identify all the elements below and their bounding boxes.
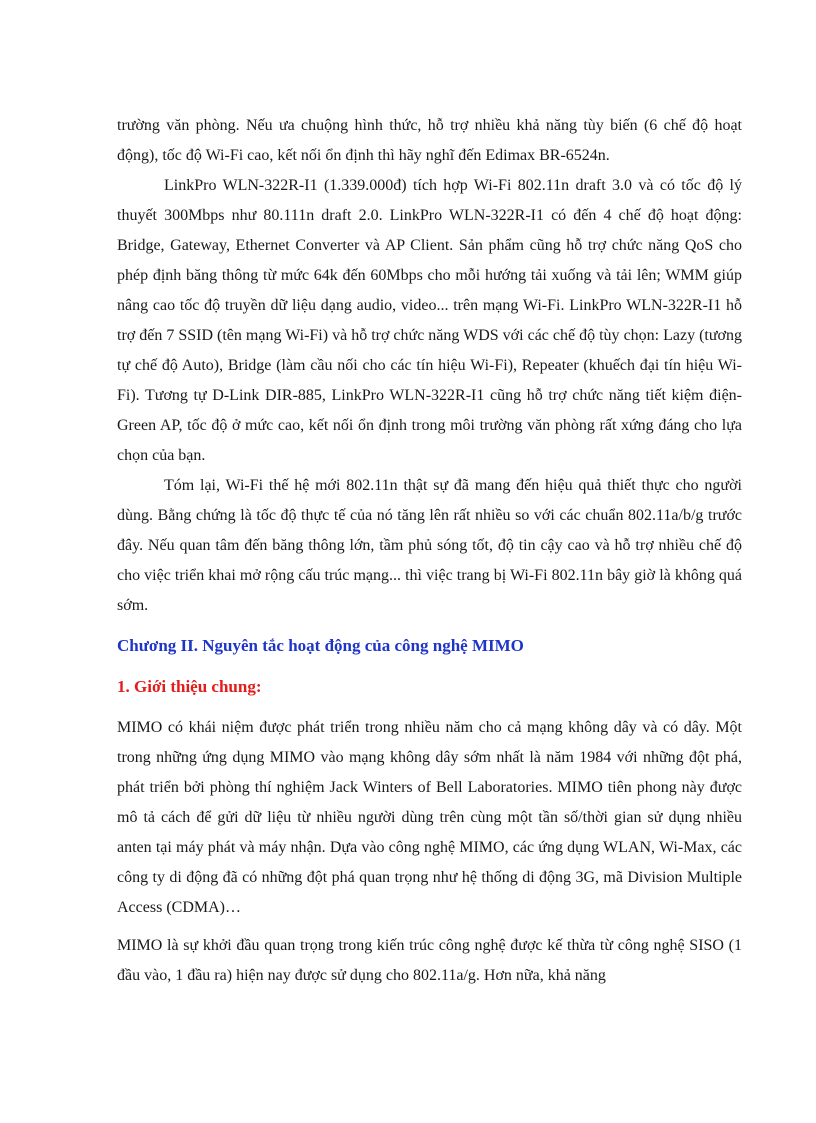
paragraph-linkpro: LinkPro WLN-322R-I1 (1.339.000đ) tích hợp Wi-Fi 802.11n draft 3.0 và có tốc độ lý thuyết 300Mbps như 80.111n draft 2.0. LinkPro WLN-322R-I1 có đến 4 chế độ hoạt động: Bridge, Gateway, Ethernet Converter và AP Client. Sản phẩm cũng hỗ trợ chức năng QoS cho phép định băng thông từ mức 64k đến 60Mbps cho mỗi hướng tải xuống và tải lên; WMM giúp nâng cao tốc độ truyền dữ liệu dạng audio, video... trên mạng Wi-Fi. LinkPro WLN-322R-I1 hỗ trợ đến 7 SSID (tên mạng Wi-Fi) và hỗ trợ chức năng WDS với các chế độ tùy chọn: Lazy (tương tự chế độ Auto), Bridge (làm cầu nối cho các tín hiệu Wi-Fi), Repeater (khuếch đại tín hiệu Wi-Fi). Tương tự D-Link DIR-885, LinkPro WLN-322R-I1 cũng hỗ trợ chức năng tiết kiệm điện- Green AP, tốc độ ở mức cao, kết nối ổn định trong môi trường văn phòng rất xứng đáng cho lựa chọn của bạn. — [117, 177, 742, 464]
paragraph-mimo-intro: MIMO có khái niệm được phát triển trong nhiều năm cho cả mạng không dây và có dây. Một trong những ứng dụng MIMO vào mạng không dây sớm nhất là năm 1984 với những đột phá, phát triển bởi phòng thí nghiệm Jack Winters of Bell Laboratories. MIMO tiên phong này được mô tả cách để gửi dữ liệu từ nhiều người dùng trên cùng một tần số/thời gian sử dụng nhiều anten tại máy phát và máy nhận. Dựa vào công nghệ MIMO, các ứng dụng WLAN, Wi-Max, các công ty di động đã có những đột phá quan trọng như hệ thống di động 3G, mã Division Multiple Access (CDMA)… — [117, 719, 742, 916]
paragraph-summary: Tóm lại, Wi-Fi thế hệ mới 802.11n thật sự đã mang đến hiệu quả thiết thực cho người dùng. Bằng chứng là tốc độ thực tế của nó tăng lên rất nhiều so với các chuẩn 802.11a/b/g trước đây. Nếu quan tâm đến băng thông lớn, tầm phủ sóng tốt, độ tin cậy cao và hỗ trợ nhiều chế độ cho việc triển khai mở rộng cấu trúc mạng... thì việc trang bị Wi-Fi 802.11n bây giờ là không quá sớm. — [117, 477, 742, 614]
paragraph-mimo-siso: MIMO là sự khởi đầu quan trọng trong kiến trúc công nghệ được kế thừa từ công nghệ SISO (1 đầu vào, 1 đầu ra) hiện nay được sử dụng cho 802.11a/g. Hơn nữa, khả năng — [117, 937, 742, 984]
section-heading: 1. Giới thiệu chung: — [117, 677, 262, 696]
paragraph-edimax-conclusion: trường văn phòng. Nếu ưa chuộng hình thức, hỗ trợ nhiều khả năng tùy biến (6 chế độ hoạt động), tốc độ Wi-Fi cao, kết nối ổn định thì hãy nghĩ đến Edimax BR-6524n. — [117, 117, 742, 164]
page-content — [117, 111, 742, 991]
chapter-heading: Chương II. Nguyên tắc hoạt động của công nghệ MIMO — [117, 636, 524, 655]
